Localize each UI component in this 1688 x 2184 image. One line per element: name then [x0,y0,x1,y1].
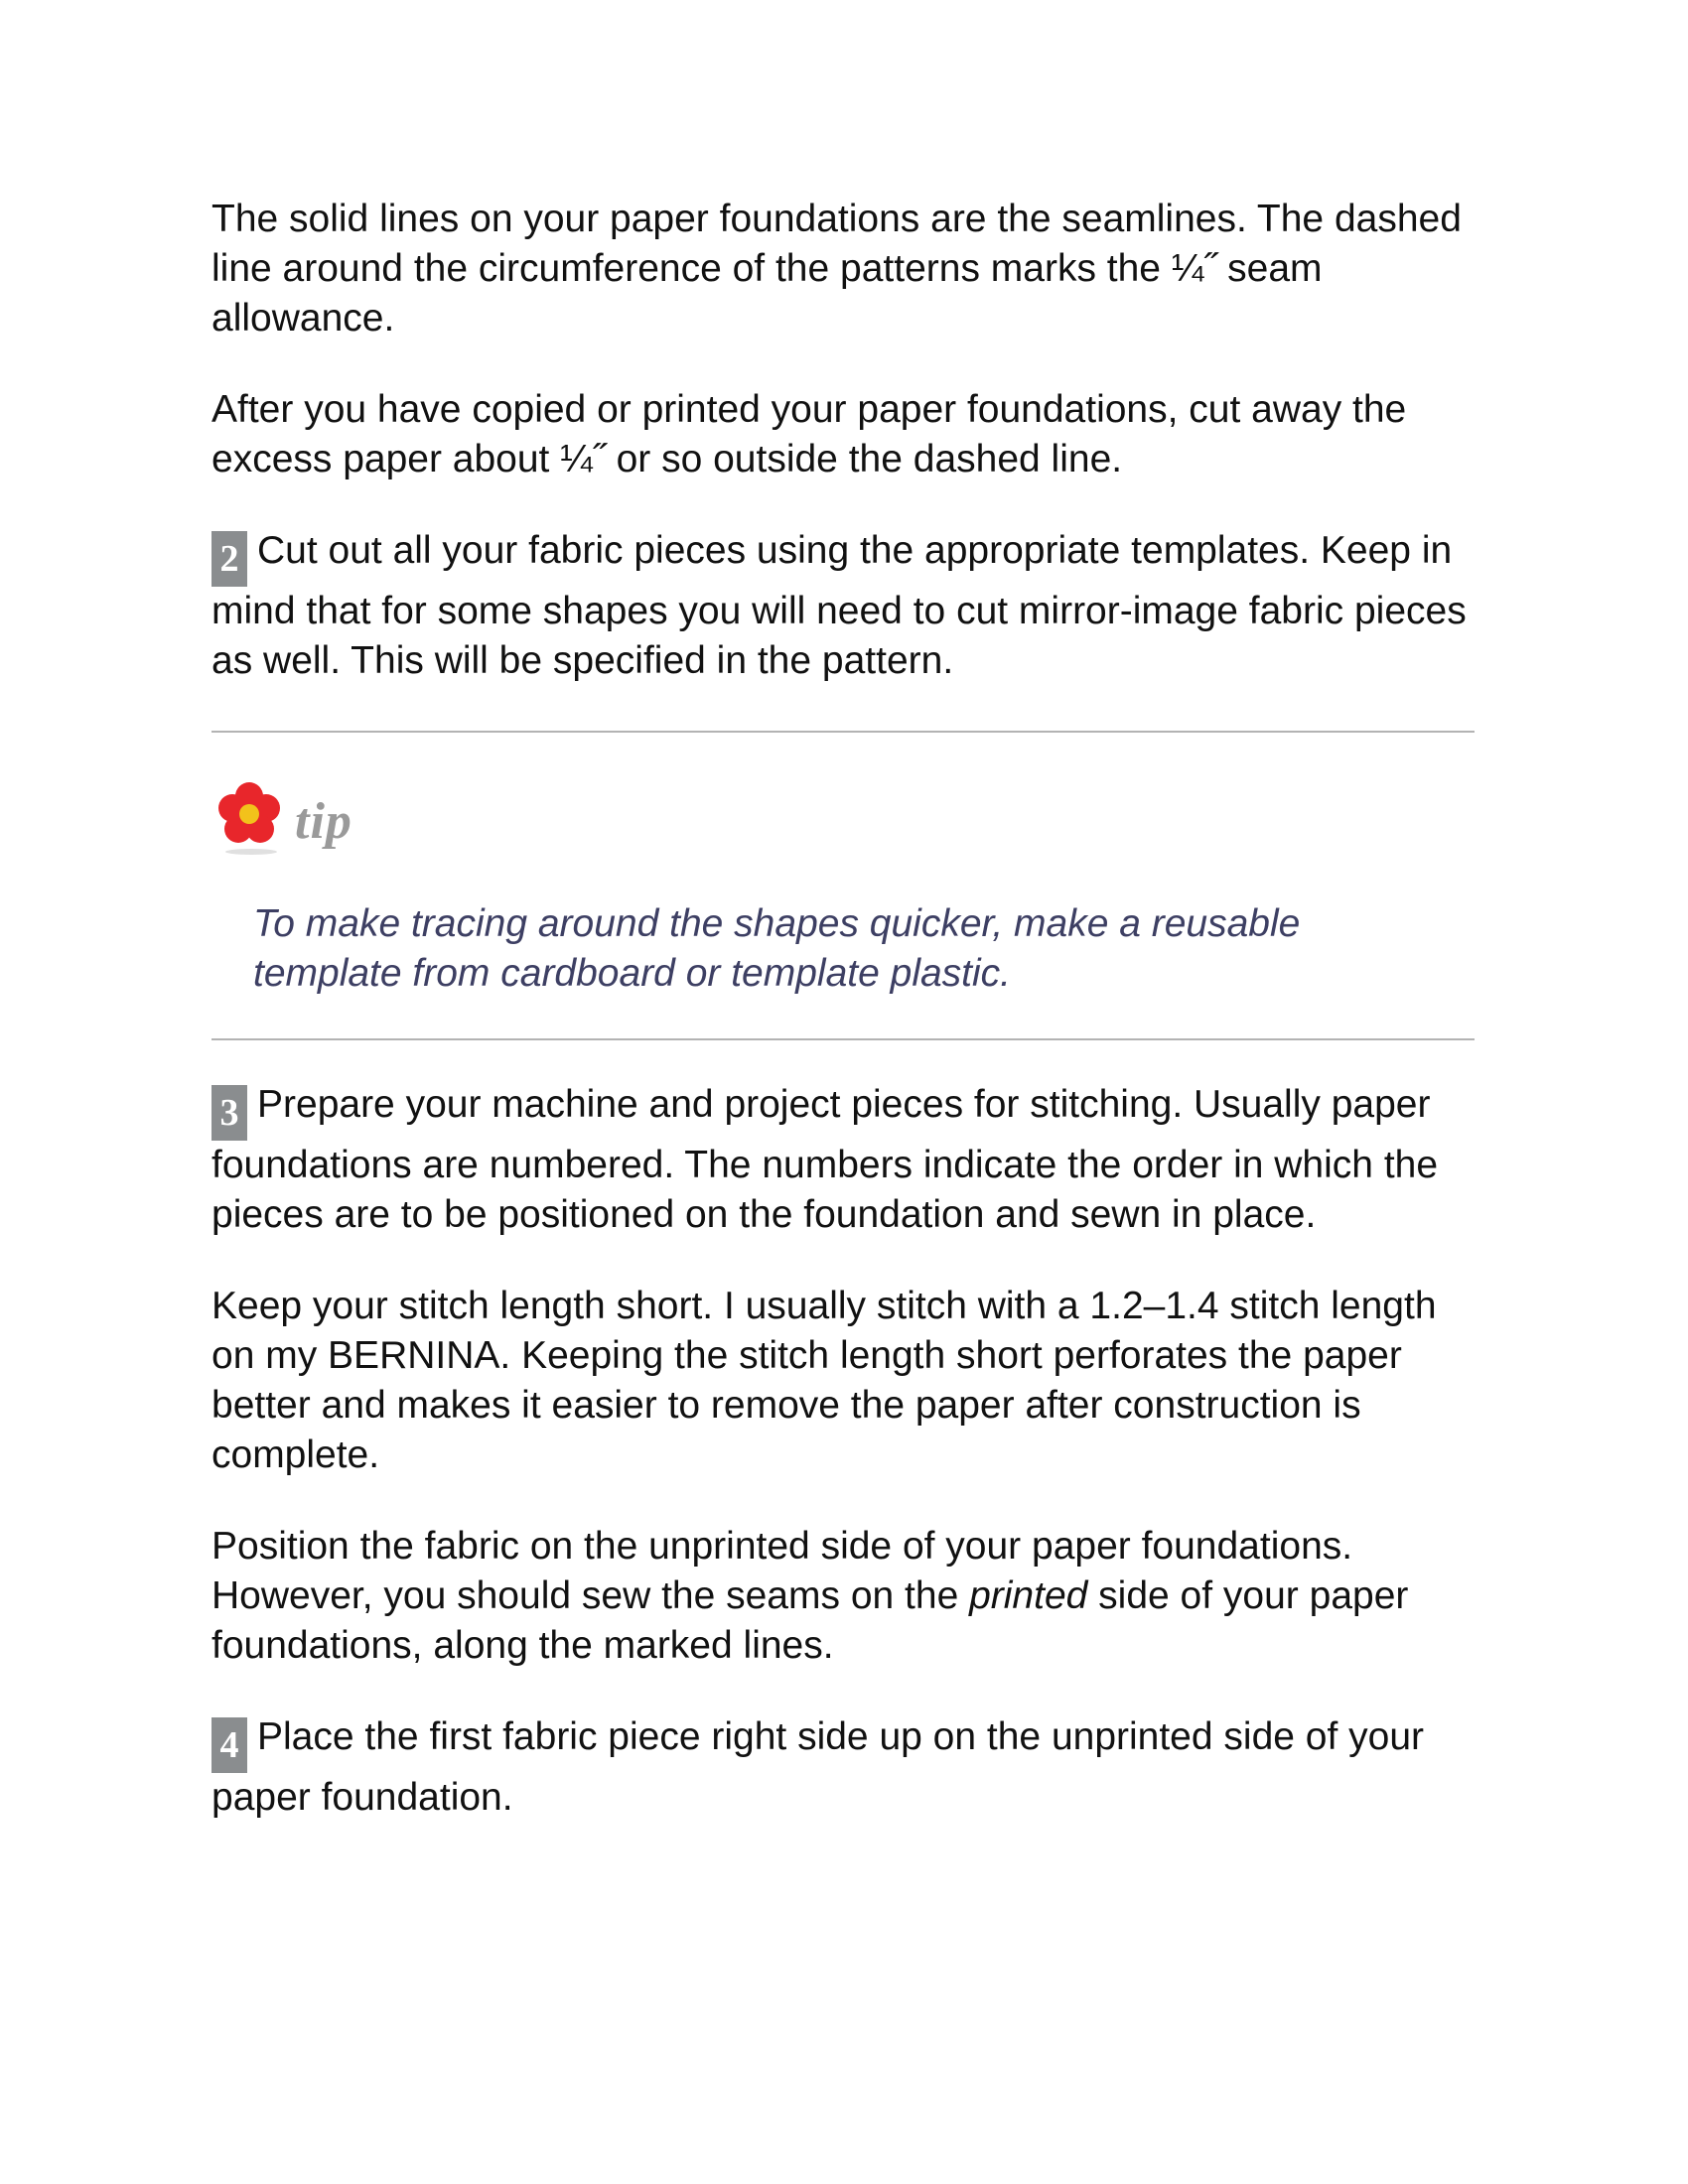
step-3 [211,1080,1475,1240]
step-number-badge: 4 [211,1717,247,1773]
tip-header [211,772,1475,862]
position-fabric-paragraph [211,1522,1475,1671]
intro-paragraph-cut-excess: After you have copied or printed your paper foundations, cut away the excess paper about ¼˝ or so outside the dashed line. [211,388,1407,480]
stitch-length-paragraph: Keep your stitch length short. I usually stitch with a 1.2–1.4 stitch length on my BERNINA. Keeping the stitch length short perforates the paper better and makes it easier to remove the paper after construction is complete. [211,1285,1437,1476]
step-4-text: Place the first fabric piece right side up on the unprinted side of your paper foundation. [211,1715,1425,1819]
step-number-badge: 2 [211,531,247,587]
position-fabric-text-end: side of your paper foundations, along the marked lines. [211,1574,1409,1667]
emphasis-printed: printed [969,1574,1088,1617]
page-content [211,195,1475,1864]
tip-box [211,733,1475,1038]
step-number-badge: 3 [211,1085,247,1141]
position-fabric-text-start: Position the fabric on the unprinted side of your paper foundations. However, you should sew the seams on the [211,1525,1353,1617]
tip-label: tip [295,792,352,850]
step-4 [211,1712,1475,1823]
divider [211,1038,1475,1040]
step-2-text: Cut out all your fabric pieces using the appropriate templates. Keep in mind that for some shapes you will need to cut mirror-image fabric pieces as well. This will be specified in the pattern. [211,529,1467,682]
step-2 [211,526,1475,686]
flower-icon [211,778,289,856]
tip-text: To make tracing around the shapes quicker, make a reusable template from cardboard or template plastic. [253,902,1301,995]
intro-paragraph-seamlines: The solid lines on your paper foundations are the seamlines. The dashed line around the circumference of the patterns marks the ¼˝ seam allowance. [211,198,1462,340]
step-3-text: Prepare your machine and project pieces for stitching. Usually paper foundations are numbered. The numbers indicate the order in which the pieces are to be positioned on the foundation and sewn in place. [211,1083,1439,1236]
